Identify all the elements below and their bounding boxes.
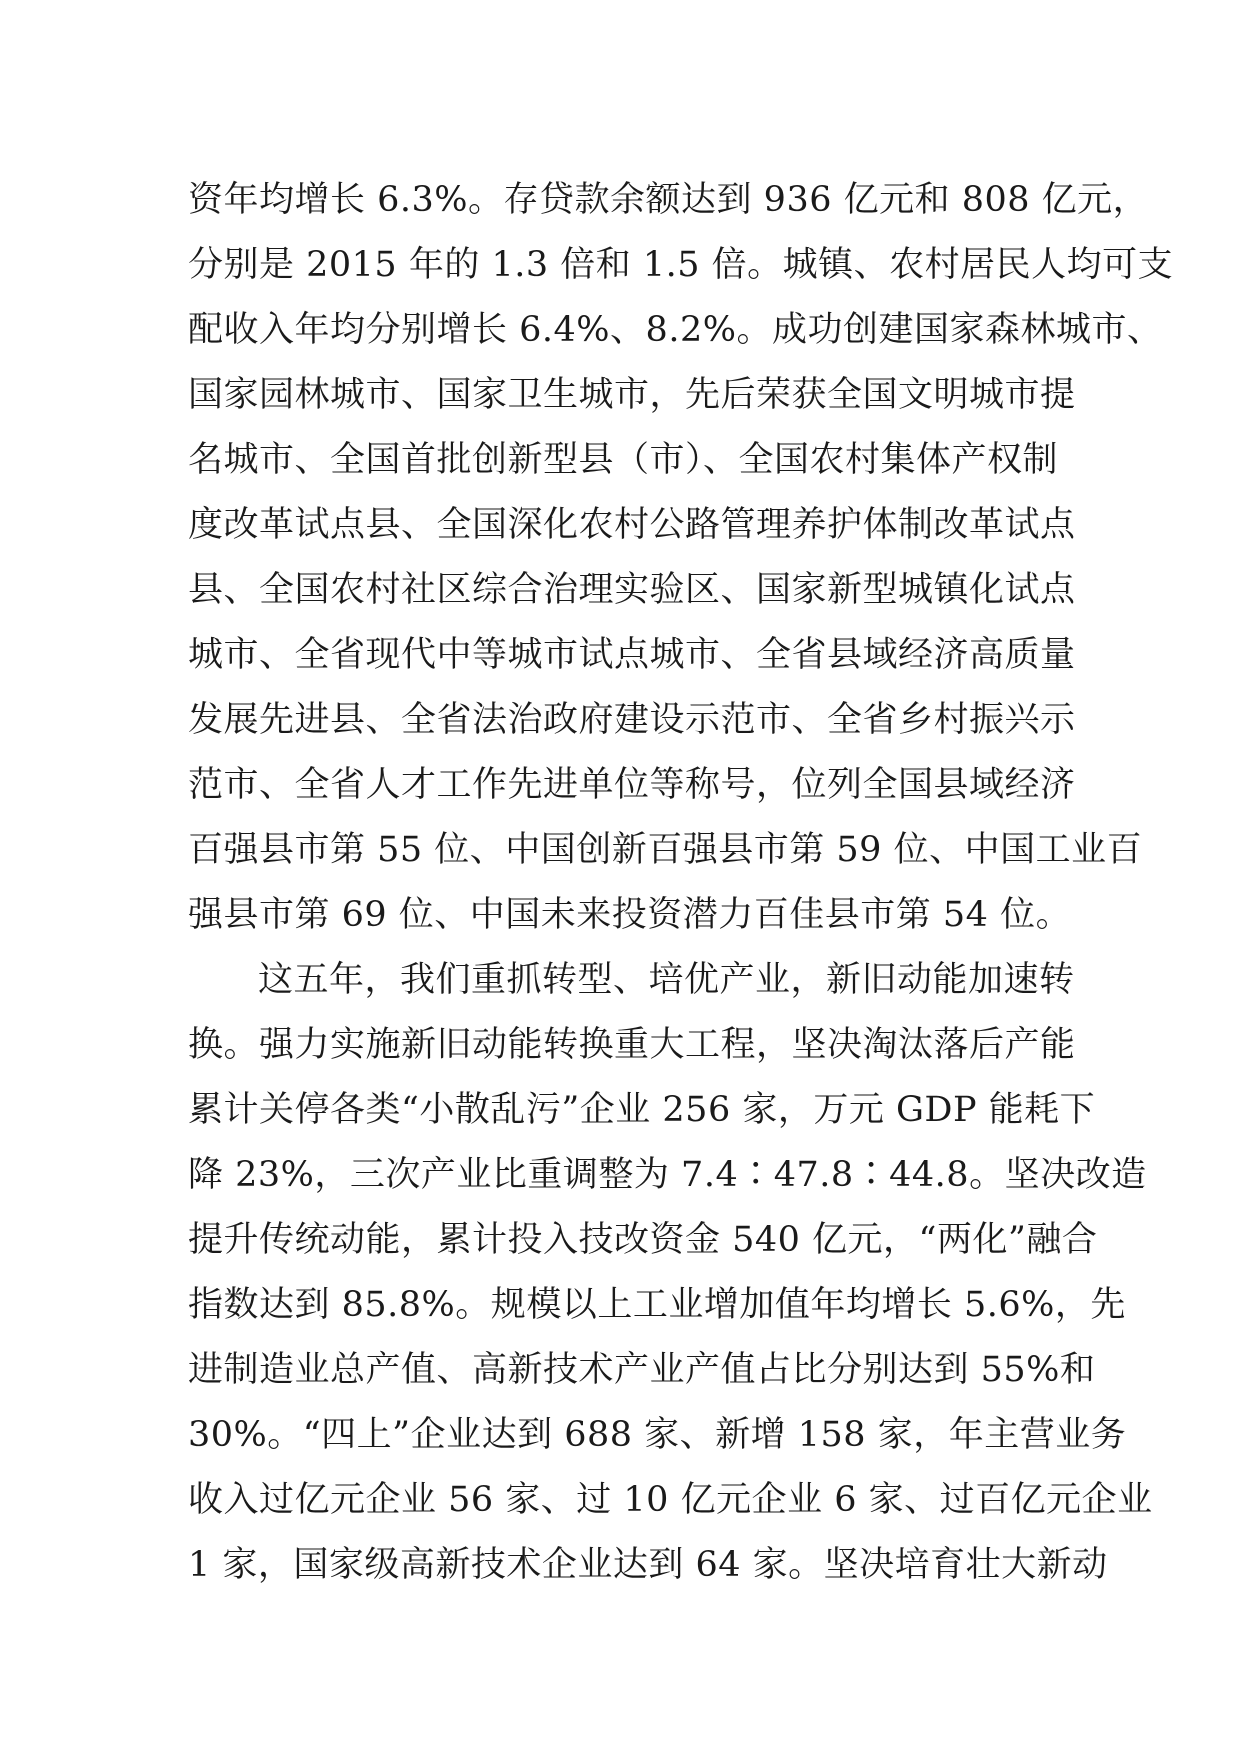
- text-line: 百强县市第 55 位、中国创新百强县市第 59 位、中国工业百: [188, 830, 1143, 870]
- text-line: 国家园林城市、国家卫生城市，先后荣获全国文明城市提: [188, 375, 1076, 415]
- text-line: 累计关停各类“小散乱污”企业 256 家，万元 GDP 能耗下: [188, 1090, 1096, 1130]
- text-line: 降 23%，三次产业比重调整为 7.4∶47.8∶44.8。坚决改造: [188, 1155, 1147, 1195]
- text-line: 城市、全省现代中等城市试点城市、全省县域经济高质量: [188, 635, 1076, 675]
- text-line: 度改革试点县、全国深化农村公路管理养护体制改革试点: [188, 505, 1076, 545]
- text-line: 发展先进县、全省法治政府建设示范市、全省乡村振兴示: [188, 700, 1076, 740]
- text-line: 指数达到 85.8%。规模以上工业增加值年均增长 5.6%，先: [188, 1285, 1126, 1325]
- text-line: 资年均增长 6.3%。存贷款余额达到 936 亿元和 808 亿元，: [188, 180, 1149, 220]
- text-line: 强县市第 69 位、中国未来投资潜力百佳县市第 54 位。: [188, 895, 1072, 935]
- text-line: 换。强力实施新旧动能转换重大工程，坚决淘汰落后产能: [188, 1025, 1076, 1065]
- text-line: 1 家，国家级高新技术企业达到 64 家。坚决培育壮大新动: [188, 1545, 1108, 1585]
- text-line: 配收入年均分别增长 6.4%、8.2%。成功创建国家森林城市、: [188, 310, 1163, 350]
- text-line: 范市、全省人才工作先进单位等称号，位列全国县域经济: [188, 765, 1076, 805]
- paragraph-first-line: 这五年，我们重抓转型、培优产业，新旧动能加速转: [258, 960, 1075, 1000]
- text-line: 县、全国农村社区综合治理实验区、国家新型城镇化试点: [188, 570, 1076, 610]
- text-line: 进制造业总产值、高新技术产业产值占比分别达到 55%和: [188, 1350, 1096, 1390]
- text-line: 30%。“四上”企业达到 688 家、新增 158 家，年主营业务: [188, 1415, 1127, 1455]
- text-line: 提升传统动能，累计投入技改资金 540 亿元，“两化”融合: [188, 1220, 1098, 1260]
- text-line: 名城市、全国首批创新型县（市）、全国农村集体产权制: [188, 440, 1059, 480]
- body-text: [188, 168, 1174, 1598]
- text-line: 分别是 2015 年的 1.3 倍和 1.5 倍。城镇、农村居民人均可支: [188, 245, 1174, 285]
- text-line: 收入过亿元企业 56 家、过 10 亿元企业 6 家、过百亿元企业: [188, 1480, 1153, 1520]
